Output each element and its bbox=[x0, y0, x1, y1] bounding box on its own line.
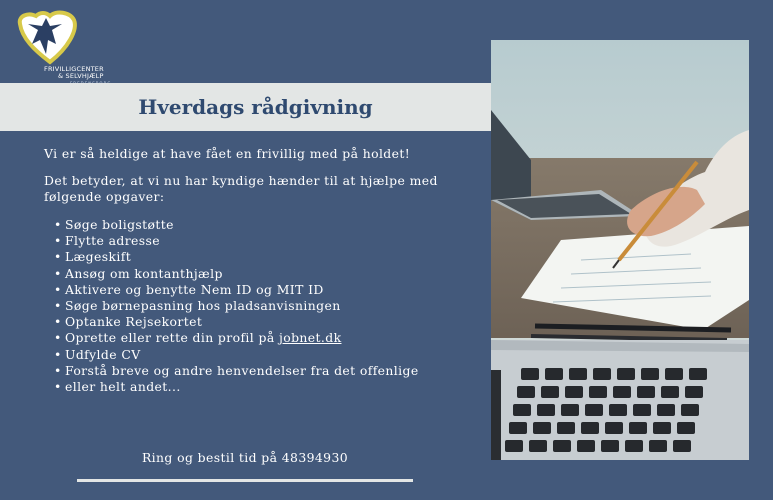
title-banner bbox=[0, 83, 491, 131]
call-to-action: Ring og bestil tid på 48394930 bbox=[141, 450, 349, 465]
logo-line-2: & SELVHJÆLP bbox=[58, 72, 104, 80]
list-item: • Udfylde CV bbox=[54, 347, 464, 363]
list-item: • Ansøg om kontanthjælp bbox=[54, 266, 464, 282]
logo-line-1: FRIVILLIGCENTER bbox=[44, 65, 104, 73]
list-item: • Forstå breve og andre henvendelser fra det offenlige bbox=[54, 363, 464, 379]
list-item: • eller helt andet... bbox=[54, 379, 464, 395]
page-title: Hverdags rådgivning bbox=[138, 95, 373, 119]
laptop-writing-photo-icon bbox=[491, 40, 749, 460]
jobnet-link[interactable]: jobnet.dk bbox=[278, 330, 342, 346]
list-item: • Aktivere og benytte Nem ID og MIT ID bbox=[54, 282, 464, 298]
task-list bbox=[44, 217, 464, 395]
frivilligcenter-logo-icon bbox=[14, 10, 84, 66]
organization-logo bbox=[14, 10, 112, 80]
list-item: • Søge boligstøtte bbox=[54, 217, 464, 233]
list-item: • Flytte adresse bbox=[54, 233, 464, 249]
list-item: • Oprette eller rette din profil på jobnet.dk bbox=[54, 330, 464, 346]
list-item: • Søge børnepasning hos pladsanvisningen bbox=[54, 298, 464, 314]
list-item: • Optanke Rejsekortet bbox=[54, 314, 464, 330]
intro-paragraph-2: Det betyder, at vi nu har kyndige hænder til at hjælpe med følgende opgaver: bbox=[44, 173, 438, 204]
main-content bbox=[44, 146, 464, 395]
intro-paragraph-1: Vi er så heldige at have fået en frivillig med på holdet! bbox=[44, 146, 411, 161]
divider bbox=[77, 479, 413, 482]
list-item: • Lægeskift bbox=[54, 249, 464, 265]
laptop-writing-photo bbox=[491, 40, 749, 460]
